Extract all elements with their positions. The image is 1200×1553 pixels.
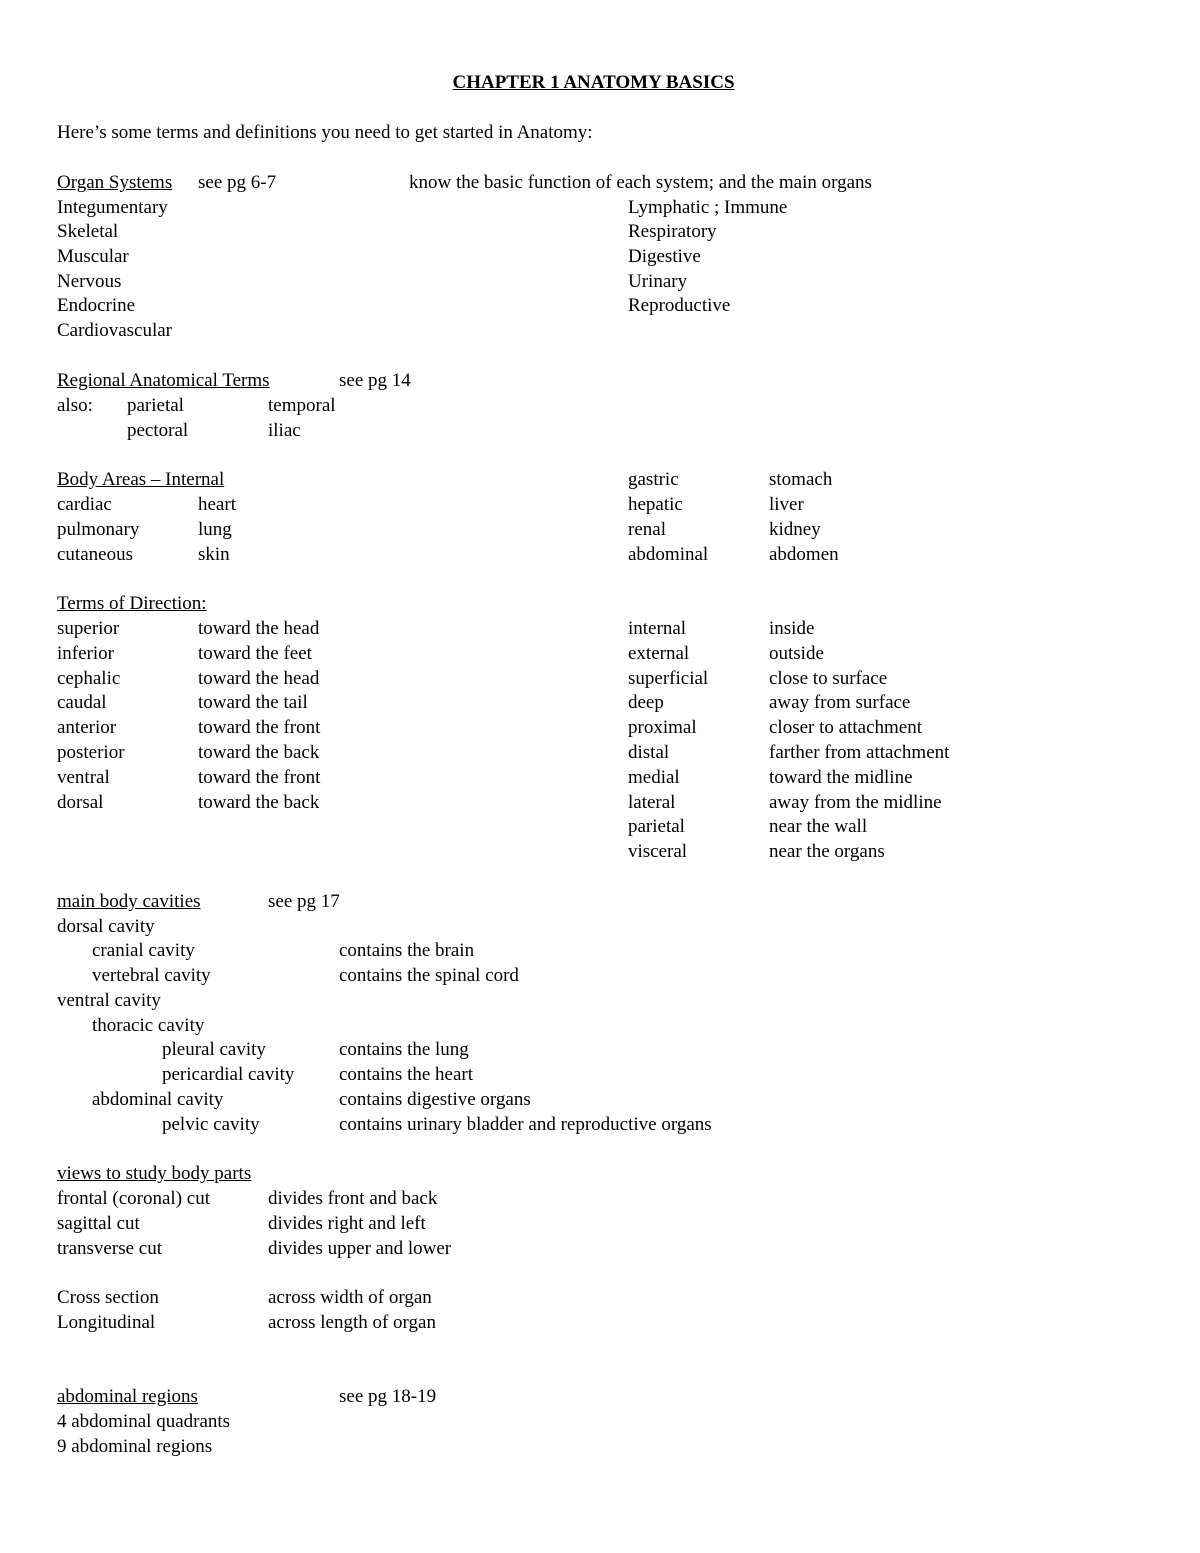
abdominal-ref: see pg 18-19 [339, 1386, 437, 1407]
direction-heading: Terms of Direction: [57, 593, 207, 614]
cavity-contents: contains the spinal cord [339, 965, 519, 986]
cavity-name: vertebral cavity [92, 965, 211, 986]
cavities-heading: main body cavities [57, 891, 201, 912]
direction-term: proximal [628, 717, 697, 738]
direction-meaning: toward the back [198, 742, 320, 763]
organ-system-item: Endocrine [57, 295, 136, 316]
cavity-contents: contains the lung [339, 1039, 469, 1060]
body-area-term: cardiac [57, 494, 112, 515]
direction-term: deep [628, 692, 664, 713]
regional-term: parietal [127, 395, 184, 416]
direction-term: ventral [57, 767, 110, 788]
view-description: divides front and back [268, 1188, 438, 1209]
body-area-meaning: stomach [769, 469, 833, 490]
organ-system-item: Muscular [57, 246, 129, 267]
direction-term: visceral [628, 841, 688, 862]
direction-term: lateral [628, 792, 676, 813]
body-area-term: cutaneous [57, 544, 133, 565]
organ-system-item: Skeletal [57, 221, 119, 242]
body-area-term: renal [628, 519, 666, 540]
body-area-meaning: kidney [769, 519, 821, 540]
regional-term: temporal [268, 395, 336, 416]
direction-meaning: farther from attachment [769, 742, 950, 763]
direction-meaning: closer to attachment [769, 717, 922, 738]
organ-system-item: Lymphatic ; Immune [628, 197, 788, 218]
direction-meaning: outside [769, 643, 824, 664]
direction-term: parietal [628, 816, 685, 837]
abdominal-heading: abdominal regions [57, 1386, 198, 1407]
regional-also-label: also: [57, 395, 93, 416]
body-area-term: gastric [628, 469, 679, 490]
cavity-contents: contains the heart [339, 1064, 474, 1085]
cavity-name: ventral cavity [57, 990, 161, 1011]
regional-ref: see pg 14 [339, 370, 411, 391]
direction-meaning: toward the back [198, 792, 320, 813]
direction-meaning: toward the head [198, 618, 320, 639]
body-area-term: abdominal [628, 544, 709, 565]
direction-meaning: toward the front [198, 767, 321, 788]
body-area-meaning: skin [198, 544, 230, 565]
cavity-name: pleural cavity [162, 1039, 266, 1060]
direction-term: inferior [57, 643, 114, 664]
organ-system-item: Reproductive [628, 295, 731, 316]
direction-meaning: near the wall [769, 816, 868, 837]
direction-meaning: toward the tail [198, 692, 308, 713]
direction-meaning: toward the front [198, 717, 321, 738]
regional-term: iliac [268, 420, 301, 441]
direction-term: cephalic [57, 668, 121, 689]
direction-meaning: near the organs [769, 841, 885, 862]
organ-system-item: Digestive [628, 246, 701, 267]
view-cut: sagittal cut [57, 1213, 140, 1234]
regional-term: pectoral [127, 420, 189, 441]
body-area-term: pulmonary [57, 519, 140, 540]
organ-systems-heading: Organ Systems [57, 172, 173, 193]
direction-term: superior [57, 618, 120, 639]
organ-system-item: Nervous [57, 271, 122, 292]
direction-term: external [628, 643, 690, 664]
cavity-contents: contains urinary bladder and reproductive organs [339, 1114, 712, 1135]
organ-system-item: Integumentary [57, 197, 168, 218]
view-cut: transverse cut [57, 1238, 162, 1259]
cavity-name: abdominal cavity [92, 1089, 224, 1110]
body-area-term: hepatic [628, 494, 683, 515]
direction-term: anterior [57, 717, 117, 738]
direction-meaning: close to surface [769, 668, 888, 689]
regional-heading: Regional Anatomical Terms [57, 370, 270, 391]
body-area-meaning: liver [769, 494, 804, 515]
cavities-ref: see pg 17 [268, 891, 340, 912]
body-area-meaning: lung [198, 519, 232, 540]
cavity-name: pericardial cavity [162, 1064, 295, 1085]
cavity-contents: contains the brain [339, 940, 475, 961]
direction-term: superficial [628, 668, 709, 689]
cavity-name: cranial cavity [92, 940, 195, 961]
organ-systems-note: know the basic function of each system; and the main organs [409, 172, 872, 193]
organ-system-item: Urinary [628, 271, 688, 292]
view-description: divides upper and lower [268, 1238, 452, 1259]
intro-text: Here’s some terms and definitions you need to get started in Anatomy: [57, 122, 593, 143]
cavity-contents: contains digestive organs [339, 1089, 531, 1110]
section-description: across width of organ [268, 1287, 432, 1308]
page-title: CHAPTER 1 ANATOMY BASICS [452, 72, 735, 93]
organ-system-item: Cardiovascular [57, 320, 173, 341]
direction-meaning: away from surface [769, 692, 911, 713]
direction-term: medial [628, 767, 680, 788]
views-heading: views to study body parts [57, 1163, 252, 1184]
view-cut: frontal (coronal) cut [57, 1188, 210, 1209]
view-description: divides right and left [268, 1213, 426, 1234]
direction-term: dorsal [57, 792, 104, 813]
section-type: Longitudinal [57, 1312, 156, 1333]
organ-systems-ref: see pg 6-7 [198, 172, 277, 193]
body-area-meaning: abdomen [769, 544, 839, 565]
cavity-name: pelvic cavity [162, 1114, 260, 1135]
section-type: Cross section [57, 1287, 159, 1308]
abdominal-item: 4 abdominal quadrants [57, 1411, 231, 1432]
cavity-name: dorsal cavity [57, 916, 155, 937]
direction-term: caudal [57, 692, 107, 713]
direction-meaning: toward the midline [769, 767, 913, 788]
direction-meaning: inside [769, 618, 815, 639]
abdominal-item: 9 abdominal regions [57, 1436, 213, 1457]
direction-meaning: away from the midline [769, 792, 942, 813]
body-area-meaning: heart [198, 494, 236, 515]
direction-meaning: toward the head [198, 668, 320, 689]
organ-system-item: Respiratory [628, 221, 717, 242]
section-description: across length of organ [268, 1312, 436, 1333]
cavity-name: thoracic cavity [92, 1015, 205, 1036]
body-areas-heading: Body Areas – Internal [57, 469, 225, 490]
direction-term: distal [628, 742, 670, 763]
direction-term: internal [628, 618, 687, 639]
direction-meaning: toward the feet [198, 643, 312, 664]
direction-term: posterior [57, 742, 125, 763]
